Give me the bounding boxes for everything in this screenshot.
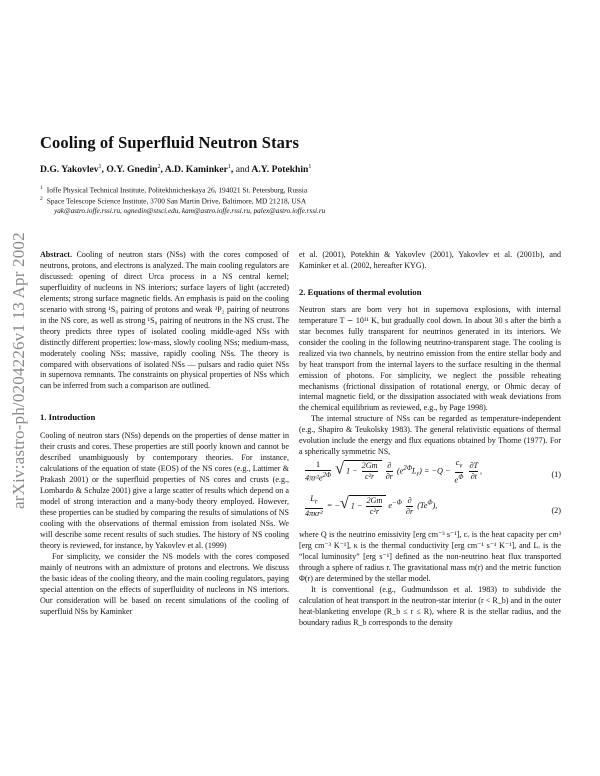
authors-and: and <box>235 164 250 176</box>
affiliation <box>40 184 580 194</box>
author-emails: yak@astro.ioffe.rssi.ru, ognedin@stsci.edu, kam@astro.ioffe.rssi.ru, palex@astro.ioffe.rssi.ru <box>54 207 326 215</box>
section-heading: 1. Introduction <box>40 412 96 423</box>
paragraph: The internal structure of NSs can be regarded as temperature-independent (e.g., Shapiro & Teukolsky 1983). The general relativistic equations of thermal evolution include the energy and flux equations obtained by Thorne (1977). For a spherically symmetric NS, <box>299 414 561 457</box>
paragraph: where Q is the neutrino emissivity [erg cm⁻³ s⁻¹], cᵥ is the heat capacity per cm³ [erg cm⁻³ K⁻¹], κ is the thermal conductivity [erg cm⁻¹ s⁻¹ K⁻¹], and Lᵣ is the “local luminosity” [erg s⁻¹] defined as the non-neutrino heat flux transported through a sphere of radius r. The gravitational mass m(r) and the metric function Φ(r) are determined by the stellar model. <box>299 530 561 584</box>
equation-1 <box>299 458 561 494</box>
paragraph: For simplicity, we consider the NS models with the cores composed mainly of neutrons with an admixture of protons and electrons. We discuss the basic ideas of the cooling theory, and the main cooling regulators, paying special attention on the effects of superfluidity of nucleons in NS interiors. Our consideration will be based on recent simulations of the cooling of superfluid NSs by Kaminker <box>40 551 289 616</box>
equation-2-body: $\frac{L_r}{\text{4πκr²}}$ = −√ 1 − $\frac{2Gm}{\text{c²r}}$ $e^{-\Phi}$ $\frac{\partial}{\partial r}$ $(Te^\Phi)$, <box>305 494 438 518</box>
section-heading: 2. Equations of thermal evolution <box>299 286 422 297</box>
right-column <box>299 250 561 629</box>
author-affil-mark: 1 <box>227 164 231 170</box>
author-list: D.G. Yakovlev$^1$, O.Y. Gnedin$^2$, A.D. Kaminker$^1$, and A.Y. Potekhin$^1$ <box>40 164 312 176</box>
author-name: D.G. Yakovlev <box>40 164 99 176</box>
author-affil-mark: 1 <box>308 164 312 170</box>
affiliation-mark: 1 <box>40 185 43 191</box>
equation-1-body: $\frac{1}{4\pi r^2e^{2\Phi}}$ √ 1 − $\frac{2Gm}{\text{c²r}}$ $\frac{\partial}{\partial r}$ $(e^{2\Phi}L_r) = -Q$ − $\frac{c_v}{e^\Phi}$ $\frac{\partial T}{\partial t}$ , <box>305 458 483 485</box>
author-name: O.Y. Gnedin <box>106 164 158 176</box>
author-name: A.D. Kaminker <box>164 164 228 176</box>
abstract-text: Cooling of neutron stars (NSs) with the cores composed of neutrons, protons, and electrons is analyzed. The main cooling regulators are discussed: opening of direct Urca process in a NS central kernel; superfluidity of nucleons in NS interiors; surface layers of light (accreted) elements; strong surface magnetic fields. An emphasis is paid on the cooling scenario with strong ¹S₀ pairing of protons and weak ³P₂ pairing of neutrons in the NS core, as well as strong ¹S₀ pairing of neutrons in the NS crust. The theory predicts three types of isolated cooling middle-aged NSs with distinctly different properties: low-mass, slowly cooling NSs; medium-mass, moderately cooling NSs; massive, rapidly cooling NSs. The theory is compared with observations of isolated NSs — pulsars and radio quiet NSs in supernova remnants. The constraints on physical properties of NSs which can be inferred from such a comparison are outlined. <box>40 250 290 391</box>
arxiv-stamp: arXiv:astro-ph/0204226v1 13 Apr 2002 <box>9 232 28 509</box>
equation-number: (2) <box>551 506 561 516</box>
affiliation-text: Space Telescope Science Institute, 3700 San Martin Drive, Baltimore, MD 21218, USA <box>46 196 307 206</box>
author-affil-mark: 1 <box>98 164 102 170</box>
paragraph: et al. (2001), Potekhin & Yakovlev (2001), Yakovlev et al. (2001b), and Kaminker et al. (2002, hereafter KYG). <box>299 250 561 270</box>
left-column <box>40 250 289 618</box>
paragraph: Neutron stars are born very hot in supernova explosions, with internal temperature T ∼ 10¹¹ K, but gradually cool down. In about 30 s after the birth a star becomes fully transparent for neutrinos generated in its interiors. We consider the cooling in the following neutrino-transparent stage. The cooling is realized via two channels, by neutrino emission from the entire stellar body and by heat transport from the internal layers to the surface resulting in the thermal emission of photons. For simplicity, we neglect the possible reheating mechanisms (frictional dissipation of rotational energy, or Ohmic decay of internal magnetic field, or the dissipation associated with weak deviations from the chemical equilibrium as reviewed, e.g., by Page 1998). <box>299 304 561 413</box>
paper-title: Cooling of Superfluid Neutron Stars <box>40 133 299 152</box>
affiliation-mark: 2 <box>40 196 43 202</box>
paragraph: Cooling of neutron stars (NSs) depends on the properties of dense matter in their crusts and cores. These properties are still poorly known and cannot be described unambiguously by contemporary theories. For instance, calculations of the equation of state (EOS) of the NS cores (e.g., Lattimer & Prakash 2001) or the superfluid properties of NS cores and crusts (e.g., Lombardo & Schulze 2001) give a large scatter of results which depend on a model of strong interaction and a many-body theory employed. However, these properties can be studied by comparing the results of simulations of NS cooling with the observations of thermal emission from isolated NSs. We will describe some recent results of such studies. The history of NS cooling theory is reviewed, for instance, by Yakovlev et al. (1999) <box>40 431 289 550</box>
author-affil-mark: 2 <box>157 164 161 170</box>
equation-2 <box>299 494 561 530</box>
author-name: A.Y. Potekhin <box>251 164 309 176</box>
equation-number: (1) <box>551 470 561 480</box>
affiliation-text: Ioffe Physical Technical Institute, Politekhnicheskaya 26, 194021 St. Petersburg, Russia <box>46 185 308 195</box>
paragraph: It is conventional (e.g., Gudmundsson et al. 1983) to subdivide the calculation of heat transport in the neutron-star interior (r < R_b) and in the outer heat-blanketing envelope (R_b ≤ r ≤ R), where R is the stellar radius, and the boundary radius R_b corresponds to the density <box>299 584 561 627</box>
abstract-label: Abstract. <box>40 250 72 259</box>
abstract <box>40 250 289 392</box>
affiliation <box>40 195 580 205</box>
